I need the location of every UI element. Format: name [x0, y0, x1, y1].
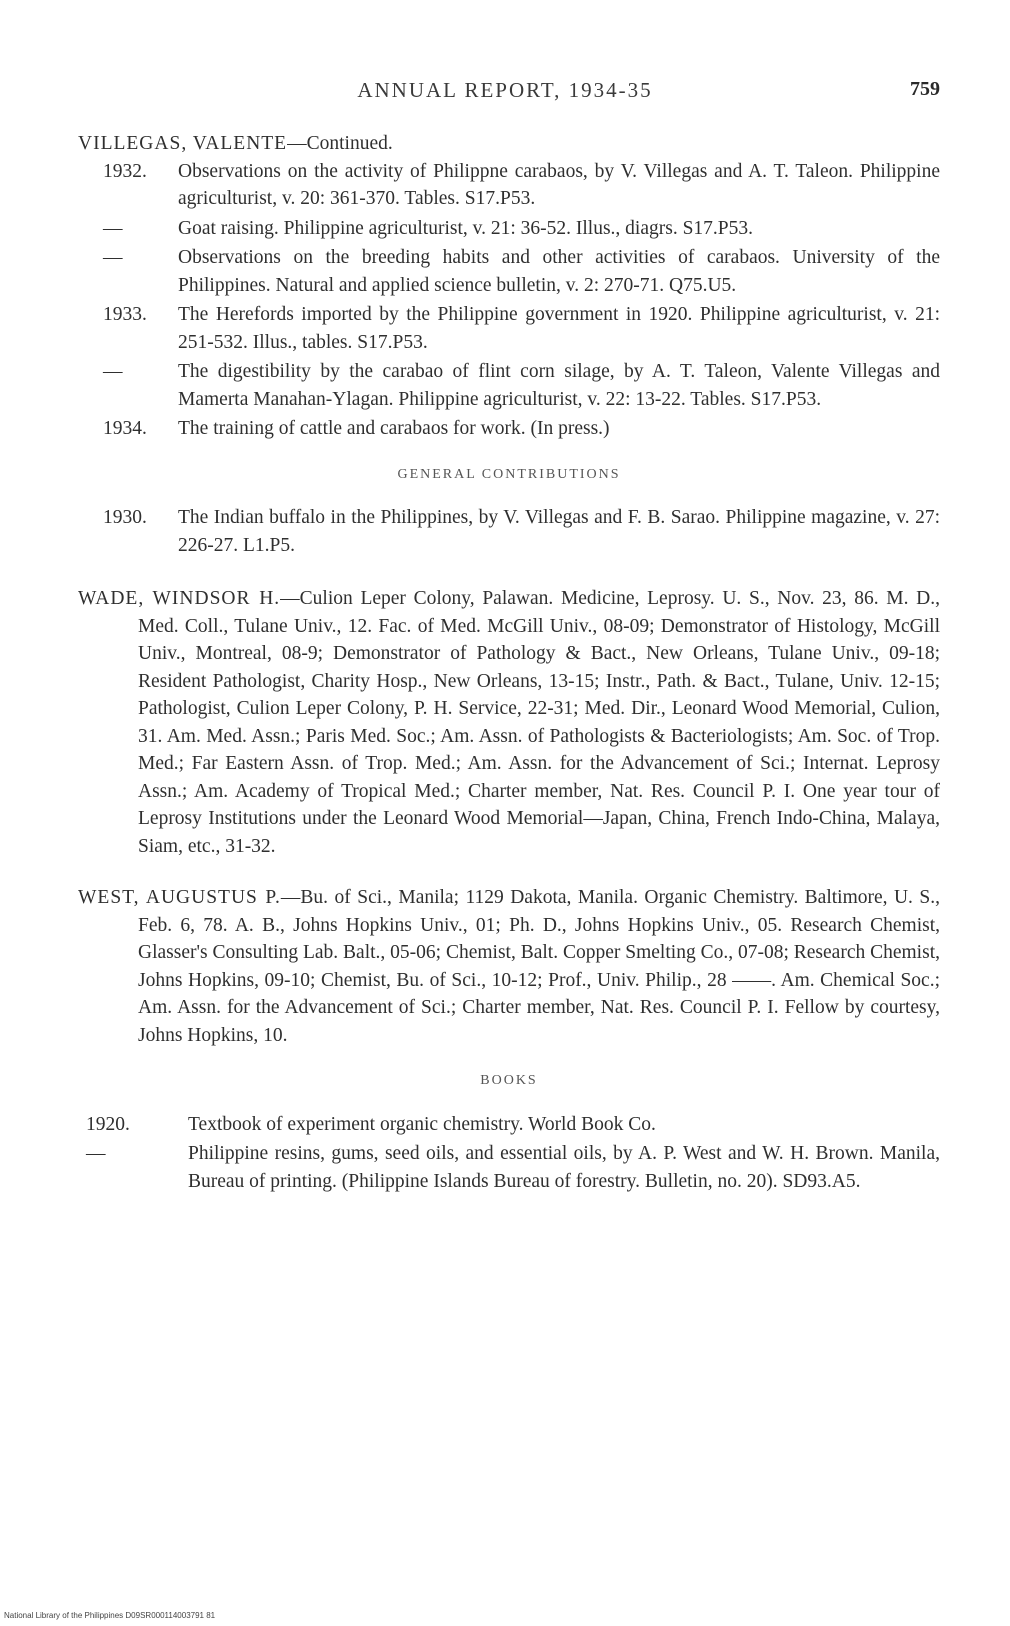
publication-year: 1933. — [103, 304, 147, 325]
west-name: WEST, AUGUSTUS P. — [78, 887, 281, 908]
west-bio-text: —Bu. of Sci., Manila; 1129 Dakota, Manila. Organic Chemistry. Baltimore, U. S., Feb. 6, 78. A. B., Johns Hopkins Univ., 01; Ph. D., Johns Hopkins Univ., 05. Research Chemist, Glasser's Consulting Lab. Balt., 05-06; Chemist, Balt. Copper Smelting Co., 07-08; Research Chemist, Johns Hopkins, 09-10; Chemist, Bu. of Sci., 10-12; Prof., Univ. Philip., 28 ——. Am. Chemical Soc.; Am. Assn. for the Advancement of Sci.; Charter member, Nat. Res. Council P. I. Fellow by courtesy, Johns Hopkins, 10. — [138, 887, 940, 1046]
west-books-list — [78, 1111, 940, 1196]
publication-text: Observations on the breeding habits and other activities of carabaos. University of the Philippines. Natural and applied science bulletin, v. 2: 270-71. Q75.U5. — [178, 247, 940, 296]
publication-item — [78, 301, 940, 356]
wade-name: WADE, WINDSOR H. — [78, 588, 281, 609]
publication-item — [78, 215, 940, 243]
west-entry — [78, 884, 940, 1049]
villegas-publication-list — [78, 158, 940, 443]
library-footer-note: National Library of the Philippines D09SR000114003791 81 — [4, 1611, 216, 1620]
book-text: Textbook of experiment organic chemistry. World Book Co. — [188, 1113, 656, 1135]
book-year: 1920. — [86, 1113, 130, 1135]
publication-text: The Indian buffalo in the Philippines, by V. Villegas and F. B. Sarao. Philippine magazine, v. 27: 226-27. L1.P5. — [178, 507, 940, 556]
page-header — [0, 78, 1010, 108]
body-text — [78, 130, 940, 1197]
running-title: ANNUAL REPORT, 1934-35 — [357, 78, 653, 102]
publication-year: 1930. — [103, 507, 147, 528]
publication-text: The training of cattle and carabaos for work. (In press.) — [178, 418, 610, 439]
villegas-entry-heading — [78, 130, 940, 158]
publication-item — [78, 415, 940, 443]
section-heading-books: BOOKS — [480, 1073, 538, 1088]
publication-item — [78, 504, 940, 559]
book-text: Philippine resins, gums, seed oils, and essential oils, by A. P. West and W. H. Brown. Manila, Bureau of printing. (Philippine Islands Bureau of forestry. Bulletin, no. 20). SD93.A5. — [188, 1143, 940, 1192]
wade-bio-text: —Culion Leper Colony, Palawan. Medicine, Leprosy. U. S., Nov. 23, 86. M. D., Med. Coll., Tulane Univ., 12. Fac. of Med. McGill Univ., 08-09; Demonstrator of Histology, McGill Univ., Montreal, 08-9; Demonstrator of Pathology & Bact., New Orleans, Tulane Univ., 09-18; Resident Pathologist, Charity Hosp., New Orleans, 13-15; Instr., Path. & Bact., Tulane, Univ. 12-15; Pathologist, Culion Leper Colony, P. H. Service, 22-31; Med. Dir., Leonard Wood Memorial, Culion, 31. Am. Med. Assn.; Paris Med. Soc.; Am. Assn. of Pathologists & Bacteriologists; Am. Soc. of Trop. Med.; Far Eastern Assn. of Trop. Med.; Am. Assn. for the Advancement of Sci.; Internat. Leprosy Assn.; Am. Academy of Tropical Med.; Charter member, Nat. Res. Council P. I. One year tour of Leprosy Institutions under the Leonard Wood Memorial—Japan, China, French Indo-China, Malaya, Siam, etc., 31-32. — [138, 588, 940, 857]
book-item — [78, 1140, 940, 1195]
book-item — [78, 1111, 940, 1139]
continued-label: —Continued. — [287, 133, 393, 154]
publication-year: 1932. — [103, 160, 147, 182]
publication-text: Goat raising. Philippine agriculturist, v. 21: 36-52. Illus., diagrs. S17.P53. — [178, 217, 754, 239]
page-number: 759 — [910, 78, 940, 100]
publication-text: The Herefords imported by the Philippine government in 1920. Philippine agriculturist, v. 21: 251-532. Illus., tables. S17.P53. — [178, 304, 940, 353]
publication-item — [78, 244, 940, 299]
publication-item — [78, 158, 940, 213]
publication-year: — — [103, 361, 123, 382]
villegas-name: VILLEGAS, VALENTE — [78, 133, 288, 154]
section-heading-general-contributions: GENERAL CONTRIBUTIONS — [397, 466, 621, 482]
wade-entry — [78, 585, 940, 860]
book-year: — — [86, 1143, 106, 1164]
publication-item — [78, 358, 940, 413]
publication-year: — — [103, 217, 123, 239]
publication-year: — — [103, 247, 123, 268]
publication-year: 1934. — [103, 418, 147, 439]
publication-text: The digestibility by the carabao of flint corn silage, by A. T. Taleon, Valente Villegas and Mamerta Manahan-Ylagan. Philippine agriculturist, v. 22: 13-22. Tables. S17.P53. — [178, 361, 940, 410]
publication-text: Observations on the activity of Philippne carabaos, by V. Villegas and A. T. Taleon. Philippine agriculturist, v. 20: 361-370. Tables. S17.P53. — [178, 160, 940, 209]
